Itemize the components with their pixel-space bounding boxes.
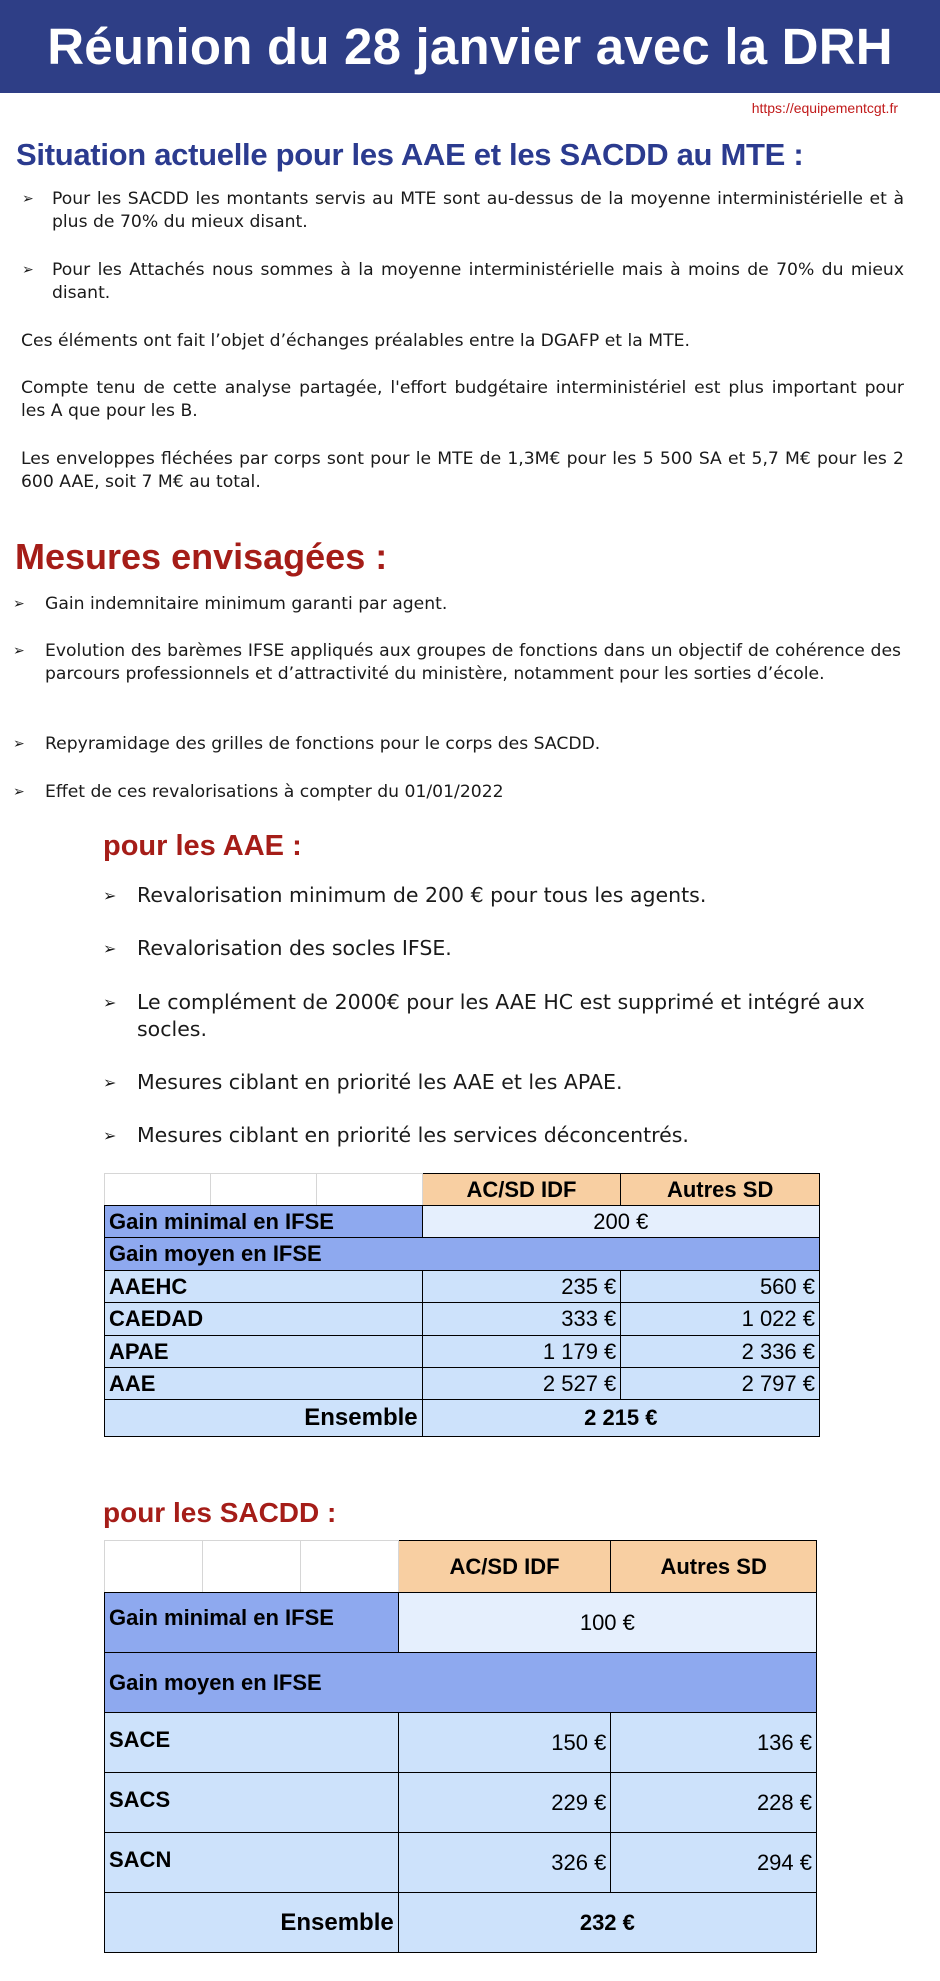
row-label: AAE bbox=[105, 1368, 423, 1400]
bullet-text: Pour les Attachés nous sommes à la moyenne interministérielle mais à moins de 70% du mieux disant. bbox=[52, 260, 904, 303]
aae-heading: pour les AAE : bbox=[103, 830, 302, 862]
mesures-heading: Mesures envisagées : bbox=[15, 536, 388, 577]
row-label: CAEDAD bbox=[105, 1303, 423, 1336]
sacdd-gain-table bbox=[104, 1540, 817, 1953]
sacdd-heading: pour les SACDD : bbox=[103, 1497, 337, 1528]
gain-minimal-label: Gain minimal en IFSE bbox=[105, 1206, 423, 1238]
bullet-text: Revalorisation des socles IFSE. bbox=[137, 936, 452, 960]
source-url: https://equipementcgt.fr bbox=[751, 100, 898, 116]
gain-minimal-label: Gain minimal en IFSE bbox=[105, 1593, 399, 1653]
bullet-text: Evolution des barèmes IFSE appliqués aux groupes de fonctions dans un objectif de cohérence des parcours professionnels et d’attractivité du ministère, notamment pour les sorties d’école. bbox=[45, 641, 901, 684]
table-row bbox=[105, 1206, 820, 1238]
situation-bullet bbox=[22, 188, 904, 234]
empty-cell bbox=[210, 1174, 316, 1206]
total-value: 2 215 € bbox=[422, 1400, 819, 1437]
value-autres-sd: 294 € bbox=[611, 1833, 817, 1893]
arrow-bullet-icon: ➢ bbox=[13, 736, 25, 752]
arrow-bullet-icon: ➢ bbox=[22, 191, 34, 207]
bullet-text: Gain indemnitaire minimum garanti par agent. bbox=[45, 594, 448, 614]
value-ac-sd-idf: 235 € bbox=[422, 1271, 621, 1303]
value-ac-sd-idf: 229 € bbox=[398, 1773, 611, 1833]
aae-bullet bbox=[103, 935, 901, 962]
situation-paragraph: Compte tenu de cette analyse partagée, l'effort budgétaire interministériel est plus important pour les A que pour les B. bbox=[21, 378, 904, 421]
mesures-bullet bbox=[13, 733, 901, 756]
situation-bullet bbox=[22, 259, 904, 305]
aae-bullet bbox=[103, 989, 901, 1043]
value-autres-sd: 1 022 € bbox=[621, 1303, 820, 1336]
value-autres-sd: 2 336 € bbox=[621, 1336, 820, 1368]
table-header-row bbox=[105, 1541, 817, 1593]
table-row bbox=[105, 1336, 820, 1368]
table-total-row bbox=[105, 1400, 820, 1437]
column-header-autres-sd: Autres SD bbox=[611, 1541, 817, 1593]
row-label: AAEHC bbox=[105, 1271, 423, 1303]
value-ac-sd-idf: 1 179 € bbox=[422, 1336, 621, 1368]
aae-bullet bbox=[103, 1069, 901, 1096]
bullet-text: Revalorisation minimum de 200 € pour tous les agents. bbox=[137, 883, 707, 907]
gain-moyen-label: Gain moyen en IFSE bbox=[105, 1653, 817, 1713]
bullet-text: Repyramidage des grilles de fonctions pour le corps des SACDD. bbox=[45, 734, 601, 754]
page-banner-title: Réunion du 28 janvier avec la DRH bbox=[0, 0, 940, 93]
table-row bbox=[105, 1833, 817, 1893]
aae-bullet bbox=[103, 1122, 901, 1149]
arrow-bullet-icon: ➢ bbox=[103, 939, 117, 958]
table-row bbox=[105, 1593, 817, 1653]
table-row bbox=[105, 1713, 817, 1773]
value-ac-sd-idf: 2 527 € bbox=[422, 1368, 621, 1400]
mesures-bullet bbox=[13, 640, 901, 686]
gain-moyen-label: Gain moyen en IFSE bbox=[105, 1238, 820, 1271]
total-value: 232 € bbox=[398, 1893, 816, 1953]
column-header-ac-sd-idf: AC/SD IDF bbox=[398, 1541, 611, 1593]
empty-cell bbox=[105, 1174, 211, 1206]
arrow-bullet-icon: ➢ bbox=[103, 886, 117, 905]
total-label: Ensemble bbox=[105, 1893, 399, 1953]
empty-cell bbox=[202, 1541, 300, 1593]
table-total-row bbox=[105, 1893, 817, 1953]
table-row bbox=[105, 1303, 820, 1336]
mesures-bullet bbox=[13, 781, 901, 804]
empty-cell bbox=[316, 1174, 422, 1206]
table-row bbox=[105, 1773, 817, 1833]
row-label: SACN bbox=[105, 1833, 399, 1893]
bullet-text: Effet de ces revalorisations à compter du 01/01/2022 bbox=[45, 782, 504, 802]
table-row bbox=[105, 1653, 817, 1713]
value-autres-sd: 228 € bbox=[611, 1773, 817, 1833]
arrow-bullet-icon: ➢ bbox=[103, 1073, 117, 1092]
gain-minimal-value: 100 € bbox=[398, 1593, 816, 1653]
value-autres-sd: 136 € bbox=[611, 1713, 817, 1773]
table-row bbox=[105, 1271, 820, 1303]
value-autres-sd: 560 € bbox=[621, 1271, 820, 1303]
arrow-bullet-icon: ➢ bbox=[13, 784, 25, 800]
value-ac-sd-idf: 150 € bbox=[398, 1713, 611, 1773]
row-label: APAE bbox=[105, 1336, 423, 1368]
arrow-bullet-icon: ➢ bbox=[103, 993, 117, 1012]
column-header-ac-sd-idf: AC/SD IDF bbox=[422, 1174, 621, 1206]
arrow-bullet-icon: ➢ bbox=[103, 1126, 117, 1145]
empty-cell bbox=[105, 1541, 203, 1593]
row-label: SACS bbox=[105, 1773, 399, 1833]
arrow-bullet-icon: ➢ bbox=[13, 596, 25, 612]
situation-paragraph: Ces éléments ont fait l’objet d’échanges préalables entre la DGAFP et la MTE. bbox=[21, 331, 690, 351]
table-row bbox=[105, 1368, 820, 1400]
value-autres-sd: 2 797 € bbox=[621, 1368, 820, 1400]
bullet-text: Le complément de 2000€ pour les AAE HC est supprimé et intégré aux socles. bbox=[137, 990, 865, 1041]
gain-minimal-value: 200 € bbox=[422, 1206, 819, 1238]
bullet-text: Mesures ciblant en priorité les services déconcentrés. bbox=[137, 1123, 689, 1147]
value-ac-sd-idf: 333 € bbox=[422, 1303, 621, 1336]
table-header-row bbox=[105, 1174, 820, 1206]
row-label: SACE bbox=[105, 1713, 399, 1773]
arrow-bullet-icon: ➢ bbox=[22, 262, 34, 278]
table-row bbox=[105, 1238, 820, 1271]
bullet-text: Mesures ciblant en priorité les AAE et les APAE. bbox=[137, 1070, 623, 1094]
situation-paragraph: Les enveloppes fléchées par corps sont pour le MTE de 1,3M€ pour les 5 500 SA et 5,7 M€ pour les 2 600 AAE, soit 7 M€ au total. bbox=[21, 449, 904, 492]
mesures-bullet bbox=[13, 593, 901, 616]
arrow-bullet-icon: ➢ bbox=[13, 643, 25, 659]
aae-gain-table bbox=[104, 1173, 820, 1437]
aae-bullet bbox=[103, 882, 901, 909]
situation-heading: Situation actuelle pour les AAE et les SACDD au MTE : bbox=[16, 137, 804, 172]
value-ac-sd-idf: 326 € bbox=[398, 1833, 611, 1893]
total-label: Ensemble bbox=[105, 1400, 423, 1437]
empty-cell bbox=[300, 1541, 398, 1593]
column-header-autres-sd: Autres SD bbox=[621, 1174, 820, 1206]
bullet-text: Pour les SACDD les montants servis au MTE sont au-dessus de la moyenne interministérielle et à plus de 70% du mieux disant. bbox=[52, 189, 904, 232]
